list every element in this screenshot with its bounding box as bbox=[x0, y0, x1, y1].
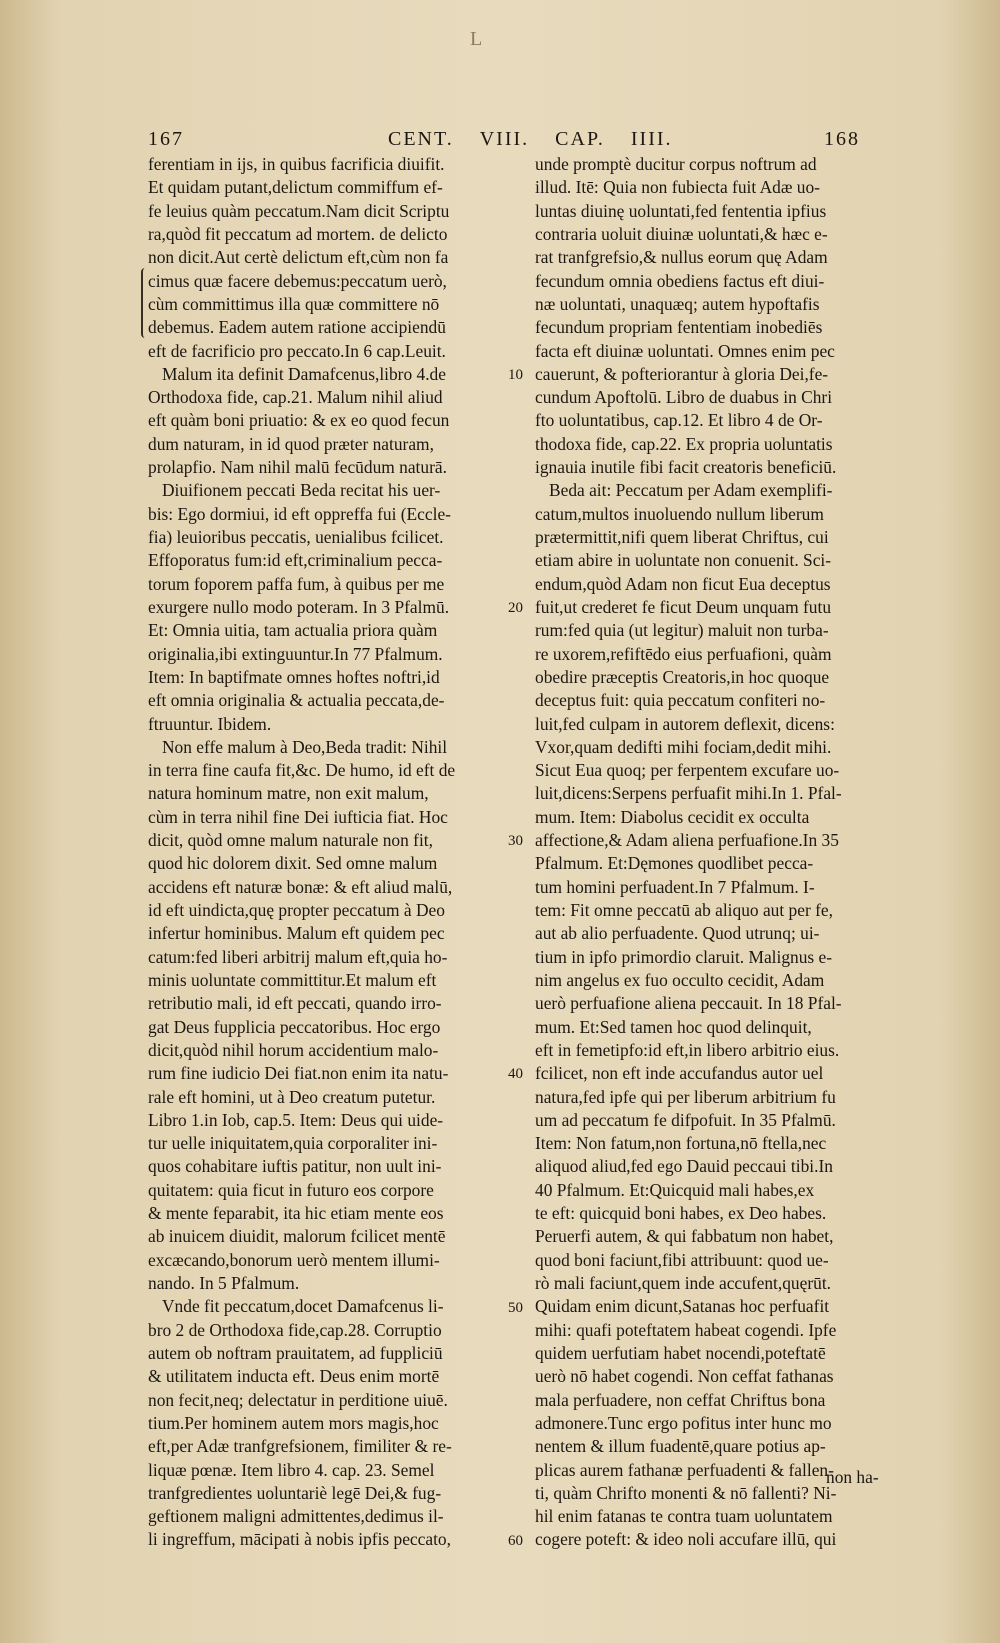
margin-line-number: 30 bbox=[508, 833, 523, 850]
text-line: Et: Omnia uitia, tam actualia priora quàm bbox=[148, 620, 438, 641]
ink-mark: L bbox=[470, 28, 483, 50]
margin-line-number: 10 bbox=[508, 366, 523, 383]
left-column bbox=[148, 153, 510, 1552]
text-line: ignauia inutile fibi facit creatoris beneficiū. bbox=[535, 457, 837, 478]
text-line: eft de facrificio pro peccato.In 6 cap.Leuit. bbox=[148, 340, 446, 361]
text-line: in terra fine caufa fit,&c. De humo, id eft de bbox=[148, 760, 456, 781]
text-line: Item: In baptifmate omnes hoftes noftri,id bbox=[148, 666, 440, 687]
text-line: Diuifionem peccati Beda recitat his uer- bbox=[162, 480, 441, 501]
text-line: Peruerfi autem, & qui fabbatum non habet, bbox=[535, 1226, 834, 1247]
text-line: ti, quàm Chrifto monenti & nō fallenti? Ni- bbox=[535, 1482, 837, 1503]
text-line: tem: Fit omne peccatū ab aliquo aut per fe, bbox=[535, 900, 833, 920]
text-line: tum homini perfuadent.In 7 Pfalmum. I- bbox=[535, 876, 815, 897]
text-line: quod hic dolorem dixit. Sed omne malum bbox=[148, 853, 438, 874]
text-line: cimus quæ facere debemus:peccatum uerò, bbox=[148, 270, 447, 291]
text-line: eft in femetipfo:id eft,in libero arbitrio eius. bbox=[535, 1039, 840, 1060]
text-line: luit,dicens:Serpens perfuafit mihi.In 1. Pfal- bbox=[535, 783, 842, 804]
text-line: excæcando,bonorum uerò mentem illumi- bbox=[148, 1249, 440, 1270]
text-line: nentem & illum fuadentē,quare potius ap- bbox=[535, 1436, 826, 1457]
text-line: & utilitatem inducta eft. Deus enim mortē bbox=[148, 1366, 440, 1387]
text-line: fto uoluntatibus, cap.12. Et libro 4 de Or- bbox=[535, 410, 823, 431]
text-line: catum:fed liberi arbitrij malum eft,quia ho- bbox=[148, 946, 448, 967]
margin-line-number: 20 bbox=[508, 600, 523, 617]
catchword: non ha- bbox=[826, 1467, 879, 1487]
text-line: etiam abire in uoluntate non conuenit. Sci- bbox=[535, 550, 832, 571]
text-line: retributio mali, id eft peccati, quando irro- bbox=[148, 993, 442, 1014]
text-line: thodoxa fide, cap.22. Ex propria uoluntatis bbox=[535, 433, 833, 454]
text-line: eft omnia originalia & actualia peccata,de- bbox=[148, 690, 445, 711]
text-line: Et quidam putant,delictum commiffum ef- bbox=[148, 177, 443, 198]
text-line: luit,fed culpam in autorem deflexit, dicens: bbox=[535, 713, 835, 734]
margin-line-number: 50 bbox=[508, 1299, 523, 1316]
text-line: prætermittit,nifi quem liberat Chriftus, cui bbox=[535, 527, 829, 547]
text-line: um ad peccatum fe difpofuit. In 35 Pfalmū. bbox=[535, 1109, 836, 1130]
text-line: fcilicet, non eft inde accufandus autor uel bbox=[535, 1063, 824, 1084]
text-line: tranfgredientes uoluntariè legē Dei,& fug- bbox=[148, 1482, 442, 1503]
text-line: rò mali faciunt,quem inde accufent,quęrūt. bbox=[535, 1273, 832, 1293]
text-line: torum foporem paffa fum, à quibus per me bbox=[148, 573, 445, 594]
text-line: prolapfio. Nam nihil malū fecūdum naturā. bbox=[148, 457, 447, 478]
text-line: facta eft diuinæ uoluntati. Omnes enim pec bbox=[535, 340, 835, 361]
text-line: cùm in terra nihil fine Dei iufticia fiat. Hoc bbox=[148, 806, 448, 827]
text-line: natura hominum matre, non exit malum, bbox=[148, 783, 429, 804]
text-line: cogere poteft: & ideo noli accufare illū, qui bbox=[535, 1529, 837, 1550]
text-line: ab inuicem diuidit, malorum fcilicet mentē bbox=[148, 1226, 446, 1247]
text-line: geftionem maligni admittentes,dedimus il- bbox=[148, 1506, 444, 1527]
text-line: non fecit,neq; delectatur in perditione uiuē. bbox=[148, 1389, 448, 1410]
text-line: contraria uoluit diuinæ uoluntati,& hæc e- bbox=[535, 223, 828, 244]
text-line: Effoporatus fum:id eft,criminalium pecca- bbox=[148, 550, 443, 571]
text-line: Quidam enim dicunt,Satanas hoc perfuafit bbox=[535, 1296, 830, 1317]
text-line: tium.Per hominem autem mors magis,hoc bbox=[148, 1412, 439, 1433]
text-line: fuit,ut crederet fe ficut Deum unquam futu bbox=[535, 596, 832, 617]
text-line: nim angelus ex fuo occulto cecidit, Adam bbox=[535, 969, 825, 990]
text-line: non dicit.Aut certè delictum eft,cùm non fa bbox=[148, 247, 449, 268]
text-line: mum. Item: Diabolus cecidit ex occulta bbox=[535, 806, 810, 827]
text-line: Malum ita definit Damafcenus,libro 4.de bbox=[162, 363, 446, 384]
text-line: eft quàm boni priuatio: & ex eo quod fecun bbox=[148, 410, 450, 431]
page-number-left: 167 bbox=[148, 128, 184, 150]
text-line: te eft: quicquid boni habes, ex Deo habes. bbox=[535, 1203, 827, 1224]
text-line: obedire præceptis Creatoris,in hoc quoque bbox=[535, 666, 830, 687]
text-line: fecundum omnia obediens factus eft diui- bbox=[535, 270, 825, 291]
running-head-word: CAP. bbox=[555, 128, 605, 150]
running-head-word: IIII. bbox=[630, 128, 673, 150]
text-line: dum naturam, in id quod præter naturam, bbox=[148, 433, 434, 454]
text-line: debemus. Eadem autem ratione accipiendū bbox=[148, 317, 446, 338]
text-line: fecundum propriam fententiam inobediēs bbox=[535, 317, 823, 338]
text-line: rale eft homini, ut à Deo creatum putetur. bbox=[148, 1086, 436, 1107]
text-line: fe leuius quàm peccatum.Nam dicit Scriptu bbox=[148, 200, 450, 221]
text-line: aut ab alio perfuadente. Quod utrunq; ui- bbox=[535, 923, 820, 944]
text-line: unde promptè ducitur corpus noftrum ad bbox=[535, 154, 817, 174]
text-line: autem ob noftram prauitatem, ad fuppliciū bbox=[148, 1342, 443, 1363]
text-line: bro 2 de Orthodoxa fide,cap.28. Corruptio bbox=[148, 1319, 442, 1340]
text-line: eft,per Adæ tranfgrefsionem, fimiliter & re- bbox=[148, 1436, 452, 1457]
text-line: luntas diuinę uoluntati,fed fententia ipfius bbox=[535, 200, 827, 221]
text-line: accidens eft naturæ bonæ: & eft aliud malū, bbox=[148, 876, 453, 897]
text-line: nando. In 5 Pfalmum. bbox=[148, 1273, 300, 1293]
text-line: dicit, quòd omne malum naturale non fit, bbox=[148, 830, 433, 851]
text-line: cundum Apoftolū. Libro de duabus in Chri bbox=[535, 387, 833, 408]
text-line: bis: Ego dormiui, id eft oppreffa fui (Eccle- bbox=[148, 503, 451, 524]
text-line: admonere.Tunc ergo pofitus inter hunc mo bbox=[535, 1412, 832, 1433]
text-line: Item: Non fatum,non fortuna,nō ftella,nec bbox=[535, 1133, 827, 1154]
text-line: & mente feparabit, ita hic etiam mente eos bbox=[148, 1203, 444, 1224]
text-line: exurgere nullo modo poteram. In 3 Pfalmū. bbox=[148, 596, 450, 617]
text-line: rum fine iudicio Dei fiat.non enim ita natu- bbox=[148, 1063, 449, 1084]
text-line: uerò nō habet cogendi. Non ceffat fathanas bbox=[535, 1366, 834, 1387]
text-line: 40 Pfalmum. Et:Quicquid mali habes,ex bbox=[535, 1179, 815, 1200]
text-line: Pfalmum. Et:Dęmones quodlibet pecca- bbox=[535, 853, 814, 874]
text-line: Beda ait: Peccatum per Adam exemplifi- bbox=[549, 480, 833, 501]
text-line: Libro 1.in Iob, cap.5. Item: Deus qui uide- bbox=[148, 1109, 444, 1130]
page-number-right: 168 bbox=[824, 128, 860, 150]
text-line: illud. Itē: Quia non fubiecta fuit Adæ uo- bbox=[535, 177, 820, 198]
text-line: dicit,quòd nihil horum accidentium malo- bbox=[148, 1039, 439, 1060]
text-line: endum,quòd Adam non ficut Eua deceptus bbox=[535, 573, 831, 594]
text-line: mum. Et:Sed tamen hoc quod delinquit, bbox=[535, 1016, 812, 1037]
text-line: quidem uerfutiam habet nocendi,poteftatē bbox=[535, 1342, 826, 1363]
text-line: Vxor,quam dedifti mihi fociam,dedit mihi. bbox=[535, 736, 832, 757]
text-line: minis uoluntate committitur.Et malum eft bbox=[148, 969, 437, 990]
text-line: fia) leuioribus peccatis, uenialibus fcilicet. bbox=[148, 527, 444, 547]
text-line: ftruuntur. Ibidem. bbox=[148, 713, 272, 734]
text-line: cùm committimus illa quæ committere nō bbox=[148, 293, 440, 314]
running-head-word: VIII. bbox=[479, 128, 530, 150]
text-line: quitatem: quia ficut in futuro eos corpore bbox=[148, 1179, 434, 1200]
text-line: cauerunt, & pofteriorantur à gloria Dei,fe- bbox=[535, 363, 829, 384]
margin-line-number: 40 bbox=[508, 1066, 523, 1083]
text-line: ferentiam in ijs, in quibus facrificia diuifit. bbox=[148, 154, 445, 174]
text-line: Sicut Eua quoq; per ferpentem excufare uo- bbox=[535, 760, 840, 781]
text-line: quod boni faciunt,fibi attribuunt: quod ue- bbox=[535, 1249, 829, 1270]
text-line: infertur hominibus. Malum eft quidem pec bbox=[148, 923, 445, 944]
text-line: næ uoluntati, unaquæq; autem hypoftafis bbox=[535, 293, 820, 314]
running-header bbox=[148, 128, 860, 154]
running-head-word: CENT. bbox=[388, 128, 454, 150]
text-line: quos cohabitare iuftis patitur, non uult ini- bbox=[148, 1156, 442, 1177]
text-line: mihi: quafi poteftatem habeat cogendi. Ipfe bbox=[535, 1319, 837, 1340]
text-line: affectione,& Adam aliena perfuafione.In 35 bbox=[535, 830, 839, 851]
text-line: re uxorem,refiftēdo eius perfuafioni, quàm bbox=[535, 643, 832, 664]
text-line: Vnde fit peccatum,docet Damafcenus li- bbox=[162, 1296, 444, 1317]
text-line: hil enim fatanas te contra tuam uoluntatem bbox=[535, 1506, 833, 1527]
text-line: Orthodoxa fide, cap.21. Malum nihil aliud bbox=[148, 387, 443, 408]
text-line: originalia,ibi extinguuntur.In 77 Pfalmum. bbox=[148, 643, 443, 664]
text-line: plicas aurem fathanæ perfuadenti & fallen- bbox=[535, 1459, 834, 1480]
text-line: uerò perfuafione aliena peccauit. In 18 Pfal- bbox=[535, 993, 842, 1014]
text-line: deceptus fuit: quia peccatum confiteri no- bbox=[535, 690, 826, 711]
text-line: liquæ pœnæ. Item libro 4. cap. 23. Semel bbox=[148, 1459, 435, 1480]
text-line: gat Deus fupplicia peccatoribus. Hoc ergo bbox=[148, 1016, 441, 1037]
text-line: id eft uindicta,quę propter peccatum à Deo bbox=[148, 900, 445, 920]
text-line: tur uelle iniquitatem,quia corporaliter ini- bbox=[148, 1133, 438, 1154]
text-line: rum:fed quia (ut legitur) maluit non turba- bbox=[535, 620, 829, 641]
text-line: tium in ipfo primordio claruit. Malignus e- bbox=[535, 946, 833, 967]
running-head bbox=[388, 128, 699, 151]
right-column bbox=[535, 153, 895, 1552]
text-line: rat tranfgrefsio,& nullus eorum quę Adam bbox=[535, 247, 828, 268]
margin-line-number: 60 bbox=[508, 1532, 523, 1549]
text-line: ra,quòd fit peccatum ad mortem. de delicto bbox=[148, 223, 448, 244]
text-line: mala perfuadere, non ceffat Chriftus bona bbox=[535, 1389, 826, 1410]
text-line: li ingreffum, mācipati à nobis ipfis peccato, bbox=[148, 1529, 451, 1550]
text-line: natura,fed ipfe qui per liberum arbitrium fu bbox=[535, 1086, 836, 1107]
text-line: aliquod aliud,fed ego Dauid peccaui tibi.In bbox=[535, 1156, 833, 1177]
text-line: Non effe malum à Deo,Beda tradit: Nihil bbox=[162, 736, 448, 757]
text-line: catum,multos inuoluendo nullum liberum bbox=[535, 503, 824, 524]
